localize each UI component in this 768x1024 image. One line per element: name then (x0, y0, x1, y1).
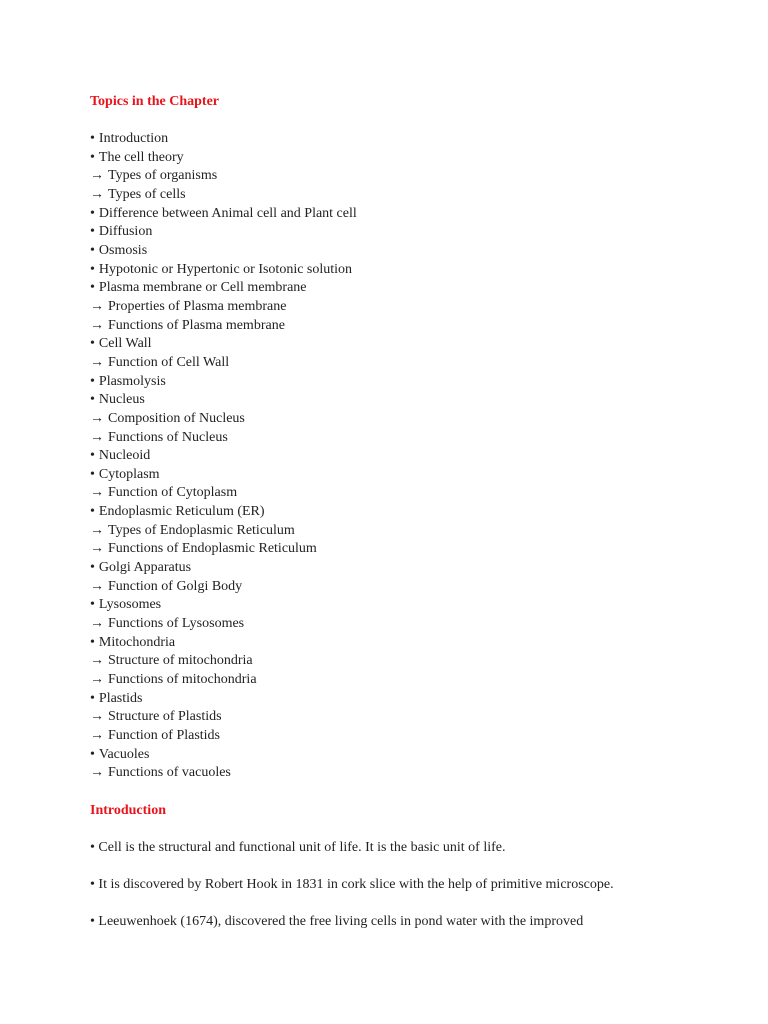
bullet-marker: • (90, 280, 95, 296)
topic-item (90, 149, 750, 168)
topic-text: Nucleoid (98, 448, 151, 464)
topic-text: Vacuoles (98, 746, 150, 762)
topic-item (90, 559, 750, 578)
topic-item (90, 764, 750, 783)
bullet-marker: • (90, 261, 95, 277)
bullet-marker: • (90, 336, 95, 352)
topic-item (90, 205, 750, 224)
topic-item (90, 317, 750, 336)
topic-text: Composition of Nucleus (108, 410, 245, 426)
topic-item (90, 540, 750, 559)
bullet-marker: • (90, 466, 95, 482)
bullet-marker: • (90, 560, 95, 576)
arrow-marker: → (90, 653, 104, 669)
topic-item (90, 484, 750, 503)
arrow-marker: → (90, 354, 104, 370)
arrow-marker: → (90, 709, 104, 725)
topic-text: Functions of Plasma membrane (108, 317, 285, 333)
bullet-marker: • (90, 373, 95, 389)
topic-text: Endoplasmic Reticulum (ER) (98, 504, 265, 520)
topic-item (90, 373, 750, 392)
introduction-heading: Introduction (90, 802, 166, 818)
intro-paragraph: • It is discovered by Robert Hook in 1831 in cork slice with the help of primitive microscope. (90, 876, 614, 892)
bullet-marker: • (90, 746, 95, 762)
arrow-marker: → (90, 728, 104, 743)
topic-item (90, 615, 750, 634)
arrow-marker: → (90, 616, 104, 632)
intro-paragraph: • Cell is the structural and functional unit of life. It is the basic unit of life. (90, 839, 506, 855)
bullet-marker: • (90, 690, 95, 706)
topic-text: Plastids (98, 690, 143, 706)
topic-item (90, 447, 750, 466)
topic-item (90, 466, 750, 485)
topic-item (90, 354, 750, 373)
topic-text: Introduction (98, 131, 169, 146)
topic-item (90, 298, 750, 317)
topic-text: Difference between Animal cell and Plant cell (98, 205, 357, 221)
bullet-marker: • (90, 448, 95, 464)
topic-item (90, 671, 750, 690)
bullet-marker: • (90, 205, 95, 221)
topic-text: Functions of mitochondria (108, 672, 257, 688)
arrow-marker: → (90, 485, 104, 501)
topic-item (90, 335, 750, 354)
topic-text: Function of Cytoplasm (108, 485, 238, 501)
intro-paragraph: • Leeuwenhoek (1674), discovered the free living cells in pond water with the improved (90, 913, 584, 929)
arrow-marker: → (90, 410, 104, 426)
topic-text: Lysosomes (98, 597, 162, 613)
topic-text: Properties of Plasma membrane (108, 298, 287, 314)
topic-item (90, 690, 750, 709)
arrow-marker: → (90, 672, 104, 688)
topic-text: Cell Wall (98, 336, 152, 352)
topic-text: Diffusion (98, 224, 153, 240)
topic-item (90, 596, 750, 615)
topic-item (90, 261, 750, 280)
topic-item (90, 727, 750, 746)
topic-text: Osmosis (98, 242, 148, 258)
arrow-marker: → (90, 317, 104, 333)
topic-item (90, 410, 750, 429)
arrow-marker: → (90, 429, 104, 445)
topic-item (90, 130, 750, 149)
topic-text: Function of Golgi Body (108, 578, 243, 594)
topic-list (90, 130, 750, 783)
arrow-marker: → (90, 186, 104, 202)
bullet-marker: • (90, 149, 95, 165)
topic-item (90, 429, 750, 448)
topic-text: Plasma membrane or Cell membrane (98, 280, 307, 296)
topic-text: Nucleus (98, 392, 145, 408)
arrow-marker: → (90, 578, 104, 594)
arrow-marker: → (90, 765, 104, 781)
topic-item (90, 186, 750, 205)
topic-text: Functions of Endoplasmic Reticulum (108, 541, 317, 557)
bullet-marker: • (90, 597, 95, 613)
topic-item (90, 652, 750, 671)
topic-item (90, 167, 750, 186)
topic-text: Structure of Plastids (108, 709, 222, 725)
topic-item (90, 746, 750, 765)
topic-item (90, 634, 750, 653)
topic-item (90, 242, 750, 261)
topic-text: The cell theory (98, 149, 184, 165)
topic-text: Functions of Lysosomes (108, 616, 245, 632)
bullet-marker: • (90, 504, 95, 520)
arrow-marker: → (90, 522, 104, 538)
topic-item (90, 522, 750, 541)
topic-text: Types of Endoplasmic Reticulum (108, 522, 295, 538)
bullet-marker: • (90, 224, 95, 240)
document-page (90, 93, 750, 931)
topic-text: Plasmolysis (98, 373, 166, 389)
topic-text: Functions of vacuoles (108, 765, 231, 781)
topic-text: Mitochondria (98, 634, 176, 650)
bullet-marker: • (90, 242, 95, 258)
arrow-marker: → (90, 168, 104, 184)
topic-text: Functions of Nucleus (108, 429, 228, 445)
topic-text: Function of Cell Wall (108, 354, 230, 370)
topic-text: Types of organisms (108, 168, 218, 184)
topic-text: Golgi Apparatus (98, 560, 192, 576)
bullet-marker: • (90, 392, 95, 408)
topic-item (90, 578, 750, 597)
topic-item (90, 391, 750, 410)
topic-item (90, 503, 750, 522)
bullet-marker: • (90, 634, 95, 650)
topic-text: Hypotonic or Hypertonic or Isotonic solution (98, 261, 353, 277)
topics-heading: Topics in the Chapter (90, 94, 220, 109)
arrow-marker: → (90, 541, 104, 557)
topic-text: Types of cells (108, 186, 186, 202)
topic-item (90, 223, 750, 242)
topic-item (90, 708, 750, 727)
arrow-marker: → (90, 298, 104, 314)
topic-text: Cytoplasm (98, 466, 160, 482)
topic-text: Function of Plastids (108, 728, 221, 743)
topic-item (90, 279, 750, 298)
topic-text: Structure of mitochondria (108, 653, 253, 669)
bullet-marker: • (90, 131, 95, 146)
